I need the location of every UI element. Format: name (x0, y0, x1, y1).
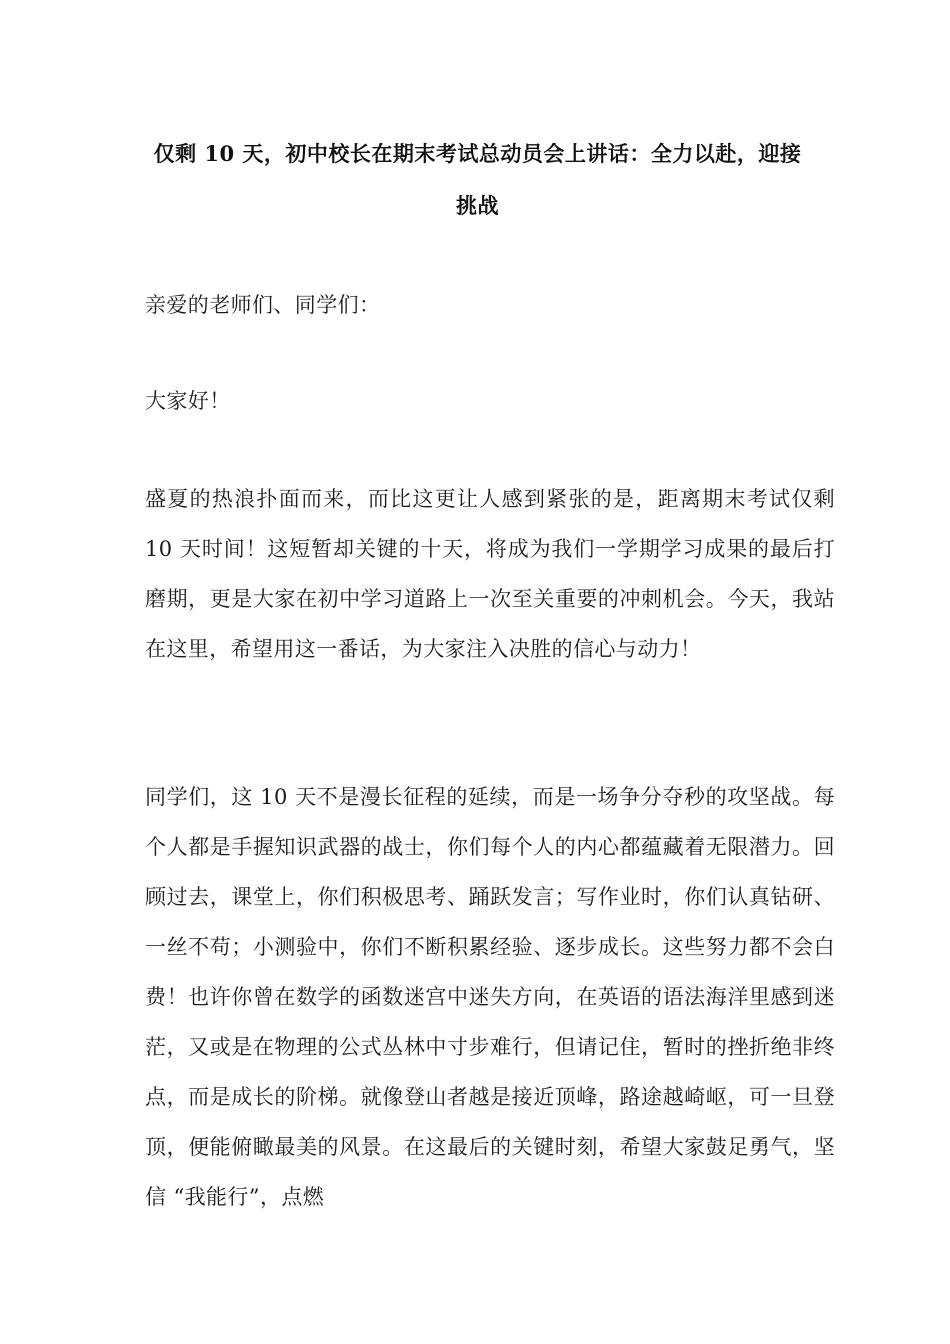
hello-line: 大家好！ (145, 389, 231, 413)
greeting-line: 亲爱的老师们、同学们： (145, 293, 381, 317)
document-title: 仅剩 10 天，初中校长在期末考试总动员会上讲话：全力以赴，迎接挑战 (153, 141, 802, 218)
paragraph-2: 同学们，这 10 天不是漫长征程的延续，而是一场争分夺秒的攻坚战。每个人都是手握知识武器的战士，你们每个人的内心都蕴藏着无限潜力。回顾过去，课堂上，你们积极思考、踊跃发言；写作业时，你们认真钻研、一丝不苟；小测验中，你们不断积累经验、逐步成长。这些努力都不会白费！也许你曾在数学的函数迷宫中迷失方向，在英语的语法海洋里感到迷茫，又或是在物理的公式丛林中寸步难行，但请记住，暂时的挫折绝非终点，而是成长的阶梯。就像登山者越是接近顶峰，路途越崎岖，可一旦登顶，便能俯瞰最美的风景。在这最后的关键时刻，希望大家鼓足勇气，坚信 “我能行”，点燃 (145, 785, 835, 1209)
paragraph-1: 盛夏的热浪扑面而来，而比这更让人感到紧张的是，距离期末考试仅剩 10 天时间！这短暂却关键的十天，将成为我们一学期学习成果的最后打磨期，更是大家在初中学习道路上一次至关重要的冲刺机会。今天，我站在这里，希望用这一番话，为大家注入决胜的信心与动力！ (145, 487, 835, 661)
